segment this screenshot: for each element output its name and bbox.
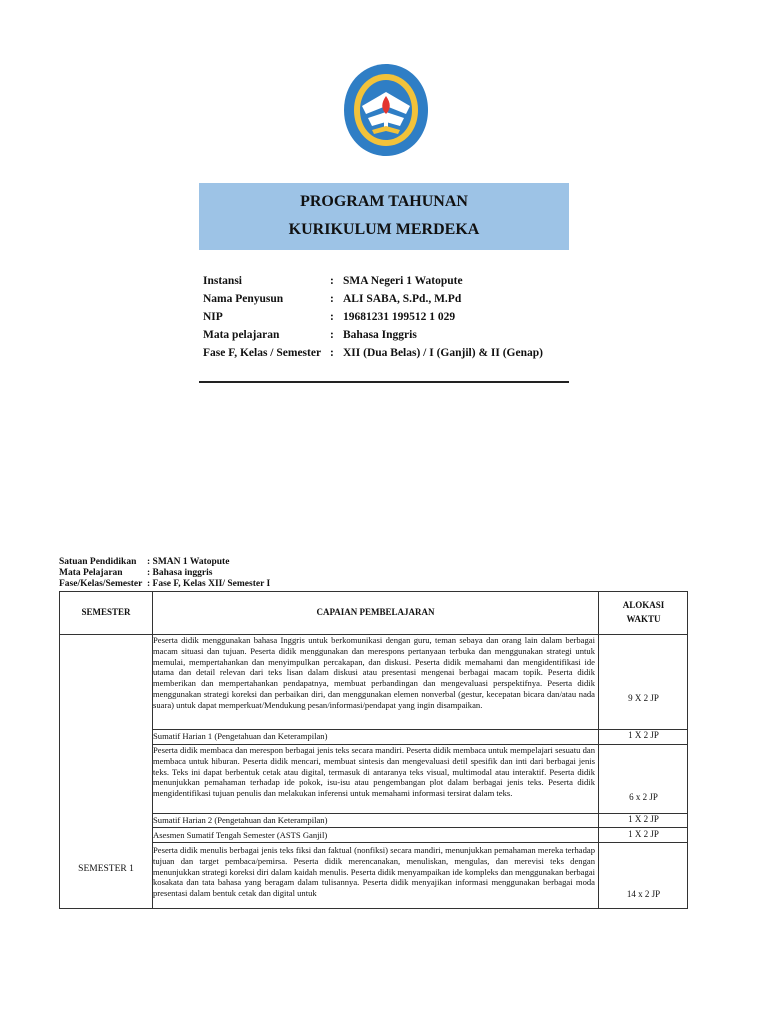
table-row-text: Peserta didik membaca dan merespon berbagai jenis teks secara mandiri. Peserta didik membaca untuk mempelajari sesuatu dan membaca untuk hiburan. Peserta didik mencari, membuat sintesis dan mengevaluasi detil spesifik dan inti dari berbagai jenis teks. Teks ini dapat berbentuk cetak atau digital, termasuk di antaranya teks visual, multimodal atau interaktif. Peserta didik menunjukkan pemahaman terhadap ide pokok, isu-isu atau pengembangan plot dalam berbagai jenis teks. Peserta didik mengidentifikasi tujuan penulis dan melakukan inferensi untuk memahami informasi tersirat dalam teks. (153, 745, 595, 799)
info-value: Bahasa Inggris (343, 329, 417, 341)
document-subtitle: KURIKULUM MERDEKA (288, 221, 480, 238)
semester-label: SEMESTER 1 (78, 864, 134, 874)
column-divider (598, 592, 599, 908)
table-row-alokasi: 6 x 2 JP (629, 792, 658, 802)
table-row-alokasi: 9 X 2 JP (628, 693, 659, 703)
meta-value: : Bahasa inggris (147, 568, 213, 578)
table-row-alokasi: 1 X 2 JP (628, 730, 659, 740)
info-value: SMA Negeri 1 Watopute (343, 275, 463, 287)
program-table (59, 591, 688, 909)
info-value: XII (Dua Belas) / I (Ganjil) & II (Genap) (343, 347, 543, 359)
info-value: 19681231 199512 1 029 (343, 311, 456, 323)
table-row-alokasi: 1 X 2 JP (628, 829, 659, 839)
info-colon: : (330, 347, 334, 359)
table-row-text: Sumatif Harian 1 (Pengetahuan dan Keterampilan) (153, 731, 328, 741)
meta-label: Fase/Kelas/Semester (59, 579, 143, 589)
header-semester: SEMESTER (81, 607, 131, 617)
meta-value: : SMAN 1 Watopute (147, 557, 230, 567)
info-label: Nama Penyusun (203, 293, 284, 305)
table-row-text: Peserta didik menggunakan bahasa Inggris untuk berkomunikasi dengan guru, teman sebaya dan orang lain dalam berbagai macam situasi dan tujuan. Peserta didik menggunakan dan merespons pertanyaan terbuka dan menggunakan strategi untuk memulai, mempertahankan dan menyimpulkan percakapan, dan diskusi. Peserta didik memahami dan mengidentifikasi ide utama dan detail relevan dari teks lisan dalam diskusi atau presentasi mengenai berbagai macam topik. Peserta didik memberikan dan mempertahankan pendapatnya, membuat perbandingan dan mengevaluasi perspektifnya. Peserta didik menggunakan strategi koreksi dan perbaikan diri, dan menggunakan elemen nonverbal (gestur, kecepatan bicara dan/atau nada suara) untuk dapat memperkuat/Mendukung pesan/informasi/pendapat yang ingin disampaikan. (153, 635, 595, 710)
info-colon: : (330, 293, 334, 305)
header-capaian: CAPAIAN PEMBELAJARAN (316, 607, 435, 617)
info-colon: : (330, 275, 334, 287)
meta-label: Mata Pelajaran (59, 568, 123, 578)
info-value: ALI SABA, S.Pd., M.Pd (343, 293, 462, 305)
meta-value: : Fase F, Kelas XII/ Semester I (147, 579, 271, 589)
divider-line (199, 381, 569, 383)
header-alokasi: ALOKASI (622, 600, 665, 610)
header-waktu: WAKTU (626, 614, 661, 624)
info-colon: : (330, 329, 334, 341)
meta-label: Satuan Pendidikan (59, 557, 137, 567)
info-colon: : (330, 311, 334, 323)
row-divider (152, 842, 687, 843)
info-label: Instansi (203, 275, 242, 287)
table-row-alokasi: 14 x 2 JP (626, 889, 661, 899)
info-label: Mata pelajaran (203, 329, 280, 341)
table-row-text: Sumatif Harian 2 (Pengetahuan dan Keterampilan) (153, 815, 328, 825)
info-label: Fase F, Kelas / Semester (203, 347, 322, 359)
info-label: NIP (203, 311, 223, 323)
table-row-text: Peserta didik menulis berbagai jenis teks fiksi dan faktual (nonfiksi) secara mandiri, menunjukkan pemahaman mereka terhadap tujuan dan target pembaca/pemirsa. Peserta didik merencanakan, menuliskan, mengulas, dan merevisi teks dengan menunjukkan strategi koreksi diri dalam kaidah menulis. Peserta didik menyampaikan ide kompleks dan menggunakan berbagai kosakata dan tata bahasa yang beragam dalam tulisannya. Peserta didik menyajikan informasi menggunakan berbagai moda presentasi dalam bentuk cetak dan digital untuk (153, 845, 595, 899)
document-title: PROGRAM TAHUNAN (300, 193, 468, 210)
title-banner (199, 183, 569, 250)
row-divider (152, 827, 687, 828)
tut-wuri-handayani-logo (342, 62, 430, 158)
table-row-alokasi: 1 X 2 JP (628, 814, 659, 824)
table-row-text: Asesmen Sumatif Tengah Semester (ASTS Ganjil) (153, 830, 328, 840)
